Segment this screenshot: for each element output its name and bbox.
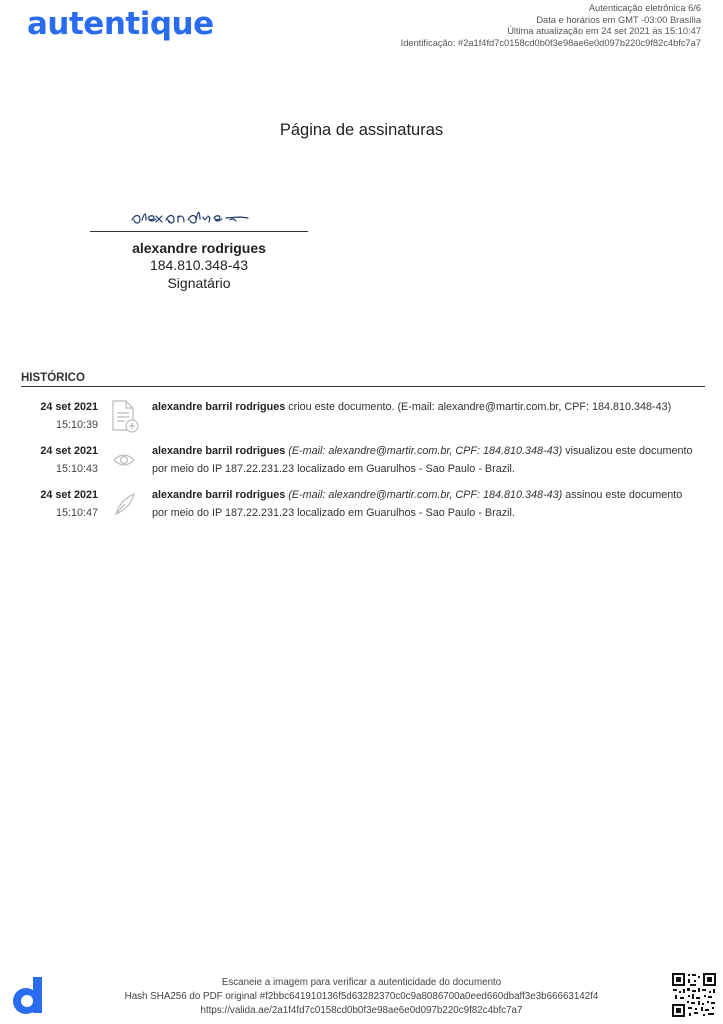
entry-date: 24 set 2021 [40, 445, 98, 457]
entry-actor: alexandre barril rodrigues [152, 489, 286, 501]
history-entry [21, 442, 705, 486]
pdf-hash: Hash SHA256 do PDF original #f2bbc641910136f5d63282370c0c9a8086700a0eed660dbaff3e3b66663142f4 [124, 991, 599, 1002]
entry-description [152, 398, 697, 416]
pen-nib-icon [108, 486, 140, 522]
signer-role: Signatário [167, 275, 231, 291]
entry-time: 15:10:47 [55, 507, 98, 519]
entry-datetime [21, 442, 98, 478]
entry-time: 15:10:43 [55, 463, 98, 475]
document-meta [281, 3, 701, 49]
entry-date: 24 set 2021 [40, 489, 98, 501]
last-update: Última atualização em 24 set 2021 às 15:10:47 [507, 26, 701, 36]
entry-description [152, 486, 697, 522]
signature-line [90, 231, 308, 232]
signer-name: alexandre rodrigues [132, 240, 266, 256]
history-entry [21, 486, 705, 530]
entry-date: 24 set 2021 [40, 401, 98, 413]
scan-instruction: Escaneie a imagem para verificar a autenticidade do documento [221, 977, 502, 988]
eye-icon [108, 442, 140, 478]
entry-action: assinou este documento por meio do IP 187.22.231.23 localizado em Guarulhos - Sao Paulo - Brazil. [152, 489, 683, 519]
document-add-icon [108, 398, 140, 434]
entry-description [152, 442, 697, 478]
entry-datetime [21, 398, 98, 434]
entry-action: visualizou este documento por meio do IP 187.22.231.23 localizado em Guarulhos - Sao Paulo - Brazil. [152, 445, 693, 475]
history-header: HISTÓRICO [21, 372, 705, 387]
entry-time: 15:10:39 [55, 419, 98, 431]
entry-actor: alexandre barril rodrigues [152, 445, 286, 457]
history-entry [21, 398, 705, 442]
autentique-logo: autentique [27, 6, 214, 42]
entry-actor: alexandre barril rodrigues [152, 401, 286, 413]
page-title: Página de assinaturas [279, 121, 444, 139]
auth-page: Autenticação eletrônica 6/6 [588, 3, 701, 13]
entry-datetime [21, 486, 98, 522]
validation-url[interactable]: https://valida.ae/2a1f4fd7c0158cd0b0f3e98ae6e0d097b220c9f82c4bfc7a7 [200, 1005, 523, 1016]
identification: Identificação: #2a1f4fd7c0158cd0b0f3e98ae6e0d097b220c9f82c4bfc7a7 [400, 37, 701, 48]
signer-cpf: 184.810.348-43 [149, 257, 249, 273]
timezone-note: Data e horários em GMT -03:00 Brasília [536, 14, 701, 25]
handwritten-signature [90, 200, 308, 226]
signature-block [90, 200, 308, 292]
entry-action: criou este documento. (E-mail: alexandre@martir.com.br, CPF: 184.810.348-43) [285, 401, 672, 413]
footer [0, 976, 723, 1018]
qr-code [671, 972, 717, 1018]
entry-contact: (E-mail: alexandre@martir.com.br, CPF: 184.810.348-43) [285, 445, 563, 457]
entry-contact: (E-mail: alexandre@martir.com.br, CPF: 184.810.348-43) [285, 489, 563, 501]
